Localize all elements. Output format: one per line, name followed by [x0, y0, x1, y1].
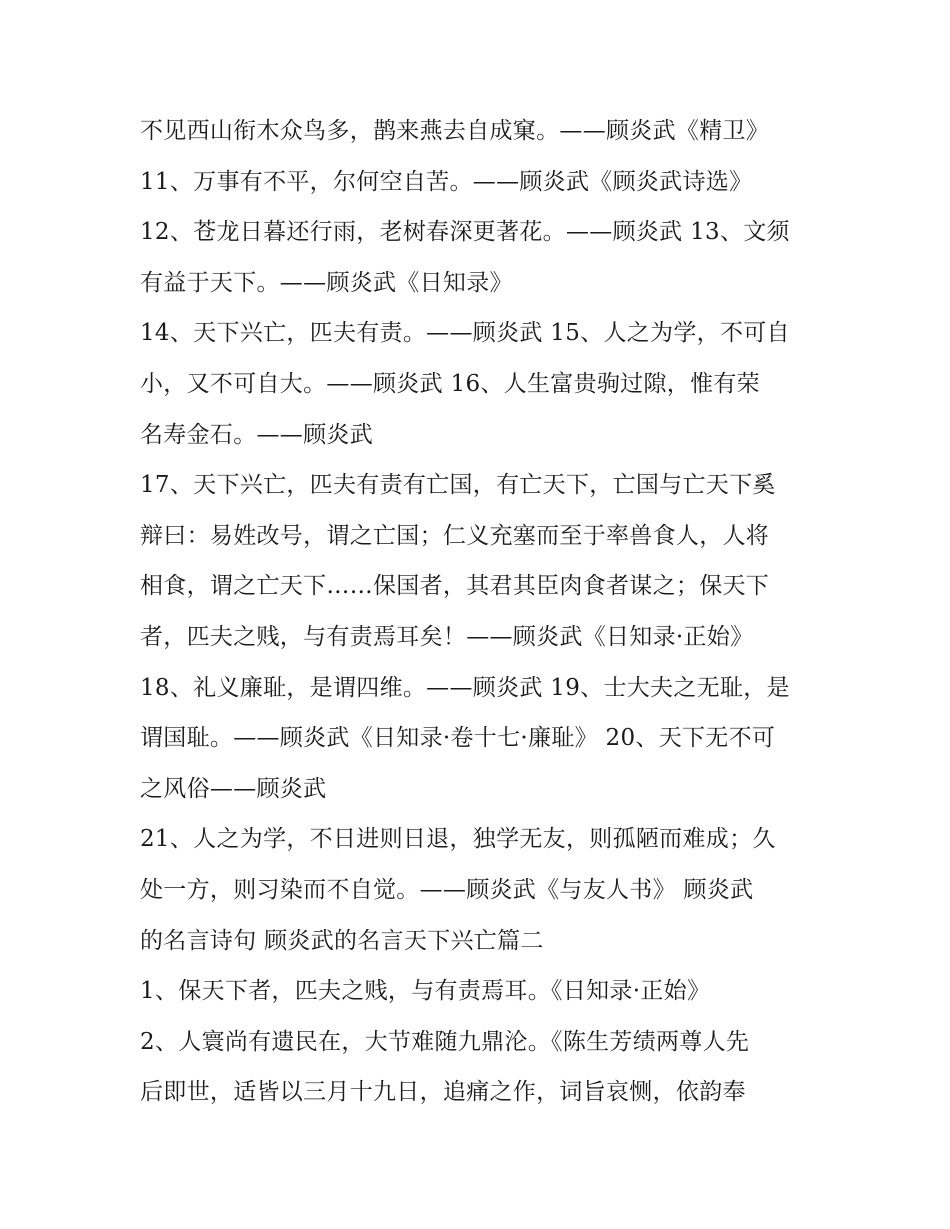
text-line: 之风俗——顾炎武 — [140, 775, 327, 802]
text-line: 有益于天下。——顾炎武《日知录》 — [140, 269, 513, 296]
text-line: 的名言诗句 顾炎武的名言天下兴亡篇二 — [140, 927, 544, 954]
text-line: 谓国耻。——顾炎武《日知录·卷十七·廉耻》 20、天下无不可 — [140, 725, 776, 752]
text-line: 辩曰：易姓改号，谓之亡国；仁义充塞而至于率兽食人，人将 — [140, 522, 770, 549]
text-line: 1、保天下者，匹夫之贱，与有责焉耳。《日知录·正始》 — [140, 978, 711, 1005]
text-line: 11、万事有不平，尔何空自苦。——顾炎武《顾炎武诗选》 — [140, 168, 753, 195]
text-line: 2、人寰尚有遗民在，大节难随九鼎沦。《陈生芳绩两尊人先 — [140, 1028, 750, 1055]
text-line: 18、礼义廉耻，是谓四维。——顾炎武 19、士大夫之无耻，是 — [140, 674, 790, 701]
document-body — [140, 106, 820, 1118]
text-line: 处一方，则习染而不自觉。——顾炎武《与友人书》 顾炎武 — [140, 876, 754, 903]
text-line: 后即世，适皆以三月十九日，追痛之作，词旨哀恻，依韵奉 — [140, 1079, 746, 1106]
text-line: 相食，谓之亡天下……保国者，其君其臣肉食者谋之；保天下 — [140, 573, 770, 600]
text-line: 小，又不可自大。——顾炎武 16、人生富贵驹过隙，惟有荣 — [140, 370, 760, 397]
text-line: 名寿金石。——顾炎武 — [140, 421, 373, 448]
text-line: 17、天下兴亡，匹夫有责有亡国，有亡天下，亡国与亡天下奚 — [140, 472, 776, 499]
text-line: 不见西山衔木众鸟多，鹊来燕去自成窠。——顾炎武《精卫》 — [140, 118, 770, 144]
text-line: 12、苍龙日暮还行雨，老树春深更著花。——顾炎武 13、文须 — [140, 219, 790, 246]
text-line: 14、天下兴亡，匹夫有责。——顾炎武 15、人之为学，不可自 — [140, 320, 790, 347]
text-line: 者，匹夫之贱，与有责焉耳矣！——顾炎武《日知录·正始》 — [140, 623, 754, 650]
text-line: 21、人之为学，不日进则日退，独学无友，则孤陋而难成；久 — [140, 826, 776, 853]
